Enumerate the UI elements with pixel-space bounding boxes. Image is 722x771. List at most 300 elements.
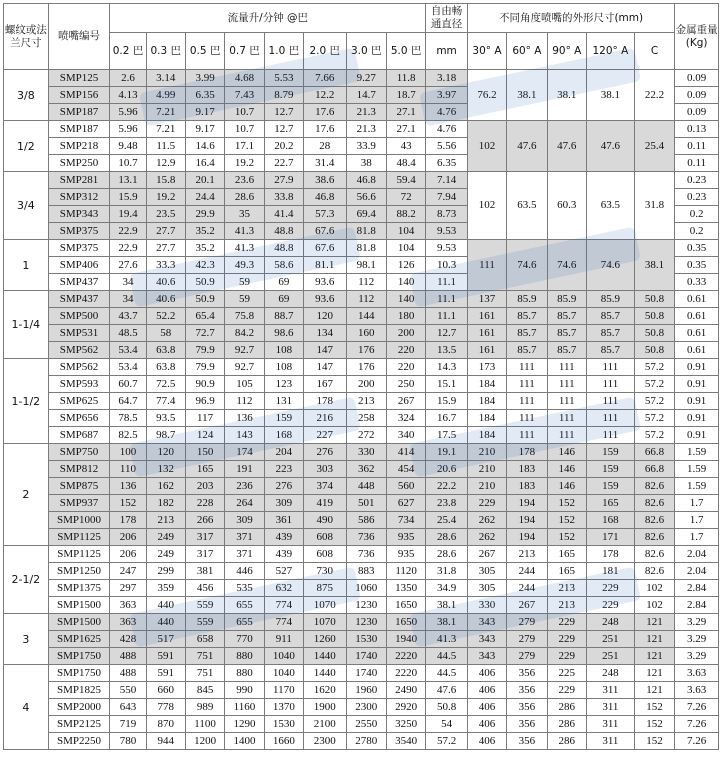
table-row [4, 733, 719, 750]
dimension-cell: 406 [467, 665, 506, 682]
flow-cell: 276 [264, 478, 303, 495]
dimension-cell: 311 [586, 682, 634, 699]
table-row [4, 291, 719, 308]
orifice-cell: 10.3 [426, 257, 467, 274]
size-group [4, 121, 719, 172]
flow-cell: 2300 [304, 733, 347, 750]
flow-cell: 730 [304, 563, 347, 580]
flow-cell: 228 [185, 495, 224, 512]
header-pressure-0: 0.2 巴 [110, 33, 146, 70]
orifice-cell: 41.3 [426, 631, 467, 648]
flow-cell: 1230 [346, 597, 386, 614]
flow-cell: 1120 [386, 563, 425, 580]
flow-cell: 38 [346, 155, 386, 172]
flow-cell: 92.7 [225, 359, 264, 376]
dimension-cell: 286 [547, 733, 586, 750]
flow-cell: 216 [304, 410, 347, 427]
flow-cell: 7.43 [225, 87, 264, 104]
dimension-cell: 184 [467, 427, 506, 444]
flow-cell: 63.8 [146, 342, 185, 359]
table-row [4, 70, 719, 87]
orifice-cell: 22.2 [426, 478, 467, 495]
flow-cell: 440 [146, 597, 185, 614]
header-size: 螺纹或法兰尺寸 [4, 4, 49, 70]
spec-table-container [3, 3, 719, 750]
dimension-cell: 111 [507, 410, 547, 427]
flow-cell: 258 [346, 410, 386, 427]
flow-cell: 48.8 [264, 223, 303, 240]
flow-cell: 69 [264, 274, 303, 291]
flow-cell: 264 [225, 495, 264, 512]
flow-cell: 33.8 [264, 189, 303, 206]
flow-cell: 1900 [304, 699, 347, 716]
nozzle-model-cell: SMP1250 [48, 563, 110, 580]
nozzle-model-cell: SMP1125 [48, 529, 110, 546]
flow-cell: 227 [304, 427, 347, 444]
flow-cell: 136 [225, 410, 264, 427]
orifice-cell: 20.6 [426, 461, 467, 478]
weight-cell: 3.63 [675, 682, 719, 699]
flow-cell: 1170 [264, 682, 303, 699]
weight-cell: 3.29 [675, 631, 719, 648]
flow-cell: 559 [185, 597, 224, 614]
table-row [4, 478, 719, 495]
dimension-cell: 267 [467, 546, 506, 563]
dimension-cell: 74.6 [507, 240, 547, 291]
nozzle-model-cell: SMP531 [48, 325, 110, 342]
orifice-cell: 44.5 [426, 665, 467, 682]
dimension-cell: 165 [586, 495, 634, 512]
flow-cell: 419 [304, 495, 347, 512]
nozzle-model-cell: SMP250 [48, 155, 110, 172]
flow-cell: 990 [225, 682, 264, 699]
flow-cell: 324 [386, 410, 425, 427]
flow-cell: 21.3 [346, 121, 386, 138]
flow-cell: 35.2 [185, 223, 224, 240]
flow-cell: 7.66 [304, 70, 347, 87]
flow-cell: 220 [386, 359, 425, 376]
dimension-cell: 159 [586, 444, 634, 461]
nozzle-model-cell: SMP1125 [48, 546, 110, 563]
dimension-cell: 146 [547, 444, 586, 461]
dimension-cell: 251 [586, 631, 634, 648]
flow-cell: 33.3 [146, 257, 185, 274]
flow-cell: 1060 [346, 580, 386, 597]
header-subrow [4, 33, 719, 70]
flow-cell: 180 [386, 308, 425, 325]
dimension-cell: 85.7 [507, 308, 547, 325]
flow-cell: 6.35 [185, 87, 224, 104]
flow-cell: 9.17 [185, 104, 224, 121]
weight-cell: 0.23 [675, 189, 719, 206]
flow-cell: 317 [185, 529, 224, 546]
orifice-cell: 50.8 [426, 699, 467, 716]
nozzle-model-cell: SMP500 [48, 308, 110, 325]
thread-size-cell: 3/8 [4, 70, 49, 121]
header-pressure-4: 1.0 巴 [264, 33, 303, 70]
flow-cell: 98.7 [146, 427, 185, 444]
header-orifice: 自由畅通直径 [426, 4, 467, 33]
flow-cell: 4.68 [225, 70, 264, 87]
dimension-cell: 229 [547, 648, 586, 665]
dimension-cell: 146 [547, 461, 586, 478]
flow-cell: 33.9 [346, 138, 386, 155]
dimension-cell: 111 [547, 359, 586, 376]
dimension-cell: 111 [586, 376, 634, 393]
flow-cell: 77.4 [146, 393, 185, 410]
dimension-cell: 225 [547, 665, 586, 682]
orifice-cell: 8.73 [426, 206, 467, 223]
nozzle-model-cell: SMP187 [48, 121, 110, 138]
flow-cell: 734 [386, 512, 425, 529]
dimension-cell: 82.6 [634, 529, 674, 546]
flow-cell: 12.7 [264, 104, 303, 121]
flow-cell: 608 [304, 546, 347, 563]
flow-cell: 1740 [346, 648, 386, 665]
dimension-cell: 213 [547, 580, 586, 597]
table-row [4, 172, 719, 189]
dimension-cell: 244 [507, 563, 547, 580]
flow-cell: 374 [304, 478, 347, 495]
flow-cell: 559 [185, 614, 224, 631]
orifice-cell: 14.3 [426, 359, 467, 376]
flow-cell: 266 [185, 512, 224, 529]
flow-cell: 632 [264, 580, 303, 597]
flow-cell: 48.8 [264, 240, 303, 257]
dimension-cell: 165 [547, 546, 586, 563]
flow-cell: 53.4 [110, 342, 146, 359]
flow-cell: 488 [110, 665, 146, 682]
flow-cell: 203 [185, 478, 224, 495]
dimension-cell: 38.1 [547, 70, 586, 121]
flow-cell: 250 [386, 376, 425, 393]
dimension-cell: 111 [547, 427, 586, 444]
orifice-cell: 44.5 [426, 648, 467, 665]
flow-cell: 27.9 [264, 172, 303, 189]
orifice-cell: 15.9 [426, 393, 467, 410]
orifice-cell: 54 [426, 716, 467, 733]
orifice-cell: 16.7 [426, 410, 467, 427]
flow-cell: 362 [346, 461, 386, 478]
orifice-cell: 19.1 [426, 444, 467, 461]
header-angle-1: 60° A [507, 33, 547, 70]
nozzle-model-cell: SMP812 [48, 461, 110, 478]
flow-cell: 56.6 [346, 189, 386, 206]
orifice-cell: 7.94 [426, 189, 467, 206]
flow-cell: 92.7 [225, 342, 264, 359]
nozzle-model-cell: SMP937 [48, 495, 110, 512]
flow-cell: 340 [386, 427, 425, 444]
flow-cell: 213 [346, 393, 386, 410]
flow-cell: 627 [386, 495, 425, 512]
flow-cell: 8.79 [264, 87, 303, 104]
weight-cell: 0.33 [675, 274, 719, 291]
dimension-cell: 57.2 [634, 359, 674, 376]
table-row [4, 597, 719, 614]
dimension-cell: 229 [547, 682, 586, 699]
dimension-cell: 229 [547, 631, 586, 648]
nozzle-model-cell: SMP437 [48, 291, 110, 308]
dimension-cell: 111 [547, 393, 586, 410]
dimension-cell: 194 [507, 529, 547, 546]
dimension-cell: 305 [467, 563, 506, 580]
table-row [4, 665, 719, 682]
flow-cell: 90.9 [185, 376, 224, 393]
header-dimension-group: 不同角度喷嘴的外形尺寸(mm) [467, 4, 674, 33]
weight-cell: 3.29 [675, 614, 719, 631]
orifice-cell: 11.1 [426, 308, 467, 325]
flow-cell: 880 [225, 648, 264, 665]
size-group [4, 359, 719, 444]
table-row [4, 529, 719, 546]
flow-cell: 267 [386, 393, 425, 410]
flow-cell: 57.3 [304, 206, 347, 223]
dimension-cell: 305 [467, 580, 506, 597]
weight-cell: 7.26 [675, 699, 719, 716]
dimension-cell: 152 [547, 495, 586, 512]
flow-cell: 456 [185, 580, 224, 597]
orifice-cell: 34.9 [426, 580, 467, 597]
flow-cell: 167 [304, 376, 347, 393]
table-row [4, 393, 719, 410]
header-pressure-2: 0.5 巴 [185, 33, 224, 70]
dimension-cell: 343 [467, 631, 506, 648]
nozzle-model-cell: SMP375 [48, 240, 110, 257]
dimension-cell: 82.6 [634, 495, 674, 512]
orifice-cell: 3.18 [426, 70, 467, 87]
flow-cell: 751 [185, 648, 224, 665]
orifice-cell: 47.6 [426, 682, 467, 699]
orifice-cell: 28.6 [426, 529, 467, 546]
flow-cell: 41.3 [225, 240, 264, 257]
table-row [4, 444, 719, 461]
flow-cell: 93.5 [146, 410, 185, 427]
flow-cell: 309 [264, 495, 303, 512]
size-group [4, 172, 719, 240]
dimension-cell: 82.6 [634, 478, 674, 495]
flow-cell: 2220 [386, 665, 425, 682]
flow-cell: 2.6 [110, 70, 146, 87]
weight-cell: 0.13 [675, 121, 719, 138]
flow-cell: 381 [185, 563, 224, 580]
thread-size-cell: 3/4 [4, 172, 49, 240]
dimension-cell: 152 [547, 529, 586, 546]
flow-cell: 845 [185, 682, 224, 699]
dimension-cell: 251 [586, 648, 634, 665]
dimension-cell: 85.7 [586, 342, 634, 359]
flow-cell: 27.7 [146, 223, 185, 240]
table-row [4, 461, 719, 478]
dimension-cell: 229 [586, 580, 634, 597]
flow-cell: 58.6 [264, 257, 303, 274]
flow-cell: 42.3 [185, 257, 224, 274]
nozzle-model-cell: SMP1625 [48, 631, 110, 648]
dimension-cell: 311 [586, 716, 634, 733]
orifice-cell: 11.1 [426, 291, 467, 308]
flow-cell: 2100 [304, 716, 347, 733]
flow-cell: 1940 [386, 631, 425, 648]
dimension-cell: 50.8 [634, 308, 674, 325]
weight-cell: 7.26 [675, 716, 719, 733]
size-group [4, 665, 719, 750]
weight-cell: 1.7 [675, 495, 719, 512]
dimension-cell: 102 [467, 121, 506, 172]
flow-cell: 120 [304, 308, 347, 325]
thread-size-cell: 1-1/2 [4, 359, 49, 444]
nozzle-model-cell: SMP437 [48, 274, 110, 291]
orifice-cell: 12.7 [426, 325, 467, 342]
dimension-cell: 210 [467, 444, 506, 461]
flow-cell: 2220 [386, 648, 425, 665]
dimension-cell: 63.5 [586, 172, 634, 240]
dimension-cell: 25.4 [634, 121, 674, 172]
flow-cell: 108 [264, 359, 303, 376]
header-angle-3: 120° A [586, 33, 634, 70]
dimension-cell: 267 [507, 597, 547, 614]
flow-cell: 50.9 [185, 274, 224, 291]
flow-cell: 165 [185, 461, 224, 478]
weight-cell: 0.61 [675, 308, 719, 325]
nozzle-model-cell: SMP687 [48, 427, 110, 444]
dimension-cell: 38.1 [507, 70, 547, 121]
flow-cell: 136 [110, 478, 146, 495]
flow-cell: 35 [225, 206, 264, 223]
flow-cell: 736 [346, 529, 386, 546]
flow-cell: 112 [346, 291, 386, 308]
nozzle-model-cell: SMP1500 [48, 614, 110, 631]
flow-cell: 875 [304, 580, 347, 597]
flow-cell: 249 [146, 529, 185, 546]
dimension-cell: 137 [467, 291, 506, 308]
dimension-cell: 121 [634, 614, 674, 631]
dimension-cell: 85.7 [547, 308, 586, 325]
dimension-cell: 279 [507, 631, 547, 648]
flow-cell: 63.8 [146, 359, 185, 376]
dimension-cell: 85.7 [547, 325, 586, 342]
flow-cell: 2550 [346, 716, 386, 733]
dimension-cell: 168 [586, 512, 634, 529]
weight-cell: 0.91 [675, 427, 719, 444]
flow-cell: 176 [346, 342, 386, 359]
flow-cell: 126 [386, 257, 425, 274]
table-row [4, 563, 719, 580]
flow-cell: 162 [146, 478, 185, 495]
dimension-cell: 165 [547, 563, 586, 580]
flow-cell: 69 [264, 291, 303, 308]
flow-cell: 59 [225, 274, 264, 291]
orifice-cell: 17.5 [426, 427, 467, 444]
flow-cell: 1530 [346, 631, 386, 648]
flow-cell: 59 [225, 291, 264, 308]
flow-cell: 28 [304, 138, 347, 155]
flow-cell: 120 [146, 444, 185, 461]
dimension-cell: 50.8 [634, 342, 674, 359]
nozzle-model-cell: SMP1750 [48, 665, 110, 682]
header-flow-group: 流量升/分钟 @巴 [110, 4, 426, 33]
flow-cell: 48.5 [110, 325, 146, 342]
dimension-cell: 76.2 [467, 70, 506, 121]
dimension-cell: 194 [507, 495, 547, 512]
dimension-cell: 47.6 [547, 121, 586, 172]
flow-cell: 10.7 [110, 155, 146, 172]
nozzle-model-cell: SMP1500 [48, 597, 110, 614]
flow-cell: 780 [110, 733, 146, 750]
dimension-cell: 152 [547, 512, 586, 529]
flow-cell: 9.17 [185, 121, 224, 138]
dimension-cell: 356 [507, 699, 547, 716]
flow-cell: 330 [346, 444, 386, 461]
dimension-cell: 183 [507, 478, 547, 495]
nozzle-model-cell: SMP2000 [48, 699, 110, 716]
table-row [4, 427, 719, 444]
flow-cell: 58 [146, 325, 185, 342]
dimension-cell: 121 [634, 631, 674, 648]
flow-cell: 3.99 [185, 70, 224, 87]
flow-cell: 446 [225, 563, 264, 580]
dimension-cell: 50.8 [634, 291, 674, 308]
weight-cell: 2.84 [675, 597, 719, 614]
header-pressure-1: 0.3 巴 [146, 33, 185, 70]
flow-cell: 490 [304, 512, 347, 529]
flow-cell: 774 [264, 614, 303, 631]
flow-cell: 22.7 [264, 155, 303, 172]
flow-cell: 46.8 [346, 172, 386, 189]
orifice-cell: 13.5 [426, 342, 467, 359]
orifice-cell: 3.97 [426, 87, 467, 104]
weight-cell: 1.59 [675, 461, 719, 478]
flow-cell: 944 [146, 733, 185, 750]
weight-cell: 3.29 [675, 648, 719, 665]
flow-cell: 69.4 [346, 206, 386, 223]
nozzle-model-cell: SMP125 [48, 70, 110, 87]
flow-cell: 98.6 [264, 325, 303, 342]
flow-cell: 303 [304, 461, 347, 478]
orifice-cell: 7.14 [426, 172, 467, 189]
table-row [4, 495, 719, 512]
header-pressure-5: 2.0 巴 [304, 33, 347, 70]
flow-cell: 3.14 [146, 70, 185, 87]
flow-cell: 59.4 [386, 172, 425, 189]
flow-cell: 249 [146, 546, 185, 563]
flow-cell: 206 [110, 529, 146, 546]
thread-size-cell: 3 [4, 614, 49, 665]
dimension-cell: 111 [507, 393, 547, 410]
dimension-cell: 286 [547, 699, 586, 716]
dimension-cell: 311 [586, 733, 634, 750]
flow-cell: 152 [110, 495, 146, 512]
flow-cell: 13.1 [110, 172, 146, 189]
flow-cell: 17.6 [304, 121, 347, 138]
dimension-cell: 248 [586, 614, 634, 631]
dimension-cell: 57.2 [634, 427, 674, 444]
table-row [4, 546, 719, 563]
table-header [4, 4, 719, 70]
nozzle-model-cell: SMP1000 [48, 512, 110, 529]
flow-cell: 19.2 [225, 155, 264, 172]
flow-cell: 27.6 [110, 257, 146, 274]
flow-cell: 1350 [386, 580, 425, 597]
flow-cell: 31.4 [304, 155, 347, 172]
dimension-cell: 31.8 [634, 172, 674, 240]
nozzle-model-cell: SMP875 [48, 478, 110, 495]
flow-cell: 4.13 [110, 87, 146, 104]
flow-cell: 34 [110, 291, 146, 308]
weight-cell: 0.61 [675, 325, 719, 342]
dimension-cell: 152 [634, 699, 674, 716]
flow-cell: 778 [146, 699, 185, 716]
flow-cell: 4.99 [146, 87, 185, 104]
flow-cell: 176 [346, 359, 386, 376]
